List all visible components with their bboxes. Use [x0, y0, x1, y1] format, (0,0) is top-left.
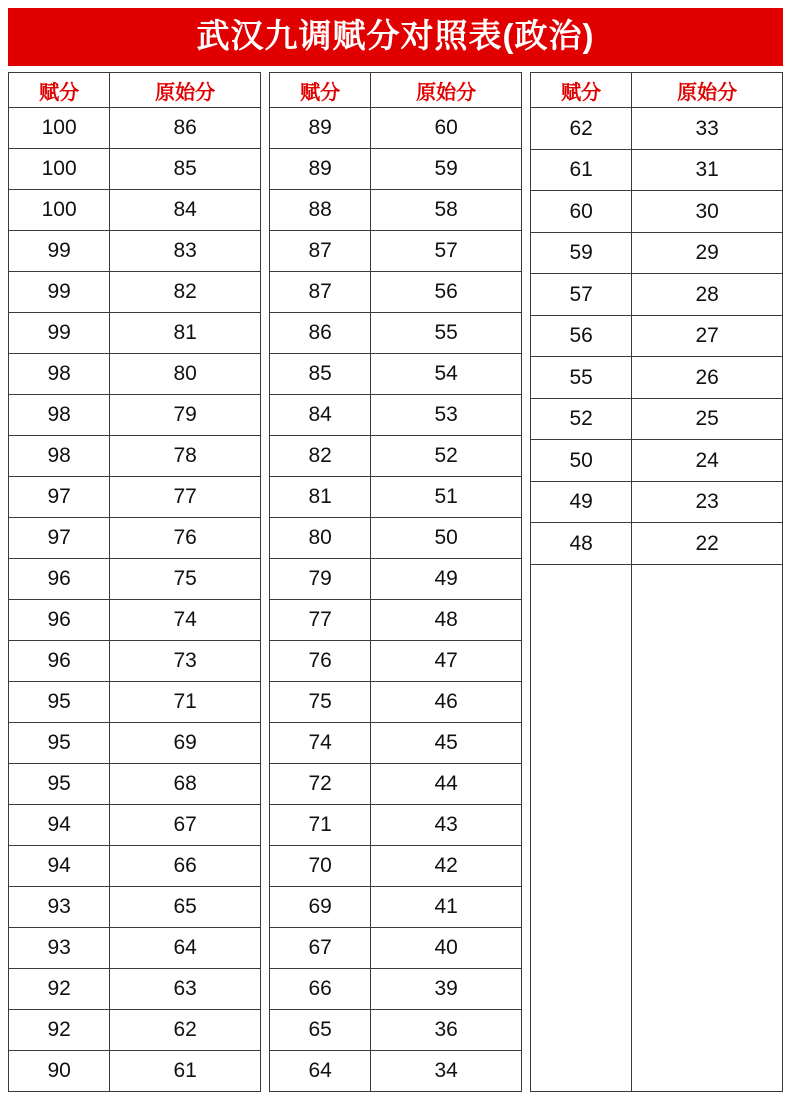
- table-row: [9, 764, 261, 805]
- cell-raw-score: 39: [371, 969, 522, 1010]
- cell-raw-score: 33: [632, 108, 783, 150]
- table-row: [531, 440, 783, 482]
- cell-assigned-score: 98: [9, 354, 110, 395]
- table-row-empty: [531, 605, 783, 645]
- table-row: [270, 764, 522, 805]
- cell-raw-score: 76: [110, 518, 261, 559]
- table-row: [270, 108, 522, 149]
- cell-assigned-score: 71: [270, 805, 371, 846]
- cell-assigned-score: 67: [270, 928, 371, 969]
- table-row: [9, 600, 261, 641]
- cell-raw-score: 24: [632, 440, 783, 482]
- cell-empty: [531, 970, 632, 1010]
- score-table-column-3: [530, 72, 783, 1092]
- cell-raw-score: 79: [110, 395, 261, 436]
- header-assigned-score: 赋分: [9, 73, 110, 108]
- table-row-empty: [531, 848, 783, 888]
- cell-assigned-score: 79: [270, 559, 371, 600]
- table-row: [9, 887, 261, 928]
- cell-assigned-score: 72: [270, 764, 371, 805]
- cell-assigned-score: 100: [9, 190, 110, 231]
- table-row: [270, 928, 522, 969]
- table-row-empty: [531, 646, 783, 686]
- cell-assigned-score: 94: [9, 805, 110, 846]
- cell-raw-score: 53: [371, 395, 522, 436]
- table-row: [270, 600, 522, 641]
- cell-raw-score: 84: [110, 190, 261, 231]
- table-row: [270, 723, 522, 764]
- cell-raw-score: 46: [371, 682, 522, 723]
- table-row-empty: [531, 564, 783, 605]
- cell-raw-score: 81: [110, 313, 261, 354]
- cell-empty: [632, 686, 783, 726]
- cell-empty: [632, 1010, 783, 1050]
- cell-raw-score: 47: [371, 641, 522, 682]
- table-row: [270, 190, 522, 231]
- table-row: [270, 149, 522, 190]
- header-assigned-score: 赋分: [531, 73, 632, 108]
- cell-raw-score: 45: [371, 723, 522, 764]
- table-row: [9, 682, 261, 723]
- cell-raw-score: 59: [371, 149, 522, 190]
- cell-raw-score: 57: [371, 231, 522, 272]
- cell-assigned-score: 88: [270, 190, 371, 231]
- tables-container: [8, 72, 783, 1092]
- table-row: [9, 395, 261, 436]
- cell-raw-score: 28: [632, 274, 783, 316]
- table-row-empty: [531, 970, 783, 1010]
- cell-empty: [531, 929, 632, 969]
- cell-assigned-score: 94: [9, 846, 110, 887]
- cell-assigned-score: 76: [270, 641, 371, 682]
- cell-raw-score: 61: [110, 1051, 261, 1092]
- cell-assigned-score: 100: [9, 108, 110, 149]
- table-header-row: [531, 73, 783, 108]
- cell-empty: [531, 889, 632, 929]
- cell-assigned-score: 92: [9, 969, 110, 1010]
- cell-assigned-score: 99: [9, 313, 110, 354]
- cell-assigned-score: 65: [270, 1010, 371, 1051]
- cell-raw-score: 62: [110, 1010, 261, 1051]
- cell-assigned-score: 59: [531, 232, 632, 274]
- cell-empty: [632, 1051, 783, 1092]
- cell-assigned-score: 87: [270, 231, 371, 272]
- cell-empty: [632, 727, 783, 767]
- header-assigned-score: 赋分: [270, 73, 371, 108]
- table-row: [9, 641, 261, 682]
- cell-raw-score: 42: [371, 846, 522, 887]
- cell-raw-score: 74: [110, 600, 261, 641]
- cell-assigned-score: 57: [531, 274, 632, 316]
- cell-empty: [632, 970, 783, 1010]
- table-row-empty: [531, 808, 783, 848]
- cell-assigned-score: 64: [270, 1051, 371, 1092]
- table-row: [270, 272, 522, 313]
- cell-assigned-score: 90: [9, 1051, 110, 1092]
- cell-assigned-score: 81: [270, 477, 371, 518]
- cell-raw-score: 51: [371, 477, 522, 518]
- cell-assigned-score: 86: [270, 313, 371, 354]
- cell-empty: [632, 646, 783, 686]
- table-row: [9, 354, 261, 395]
- cell-assigned-score: 100: [9, 149, 110, 190]
- cell-raw-score: 30: [632, 191, 783, 233]
- table-row: [531, 108, 783, 150]
- table-row-empty: [531, 1051, 783, 1092]
- table-row: [270, 641, 522, 682]
- cell-raw-score: 55: [371, 313, 522, 354]
- cell-assigned-score: 75: [270, 682, 371, 723]
- table-row: [270, 805, 522, 846]
- cell-empty: [531, 605, 632, 645]
- table-row: [9, 149, 261, 190]
- cell-assigned-score: 89: [270, 108, 371, 149]
- cell-raw-score: 64: [110, 928, 261, 969]
- table-row: [9, 477, 261, 518]
- cell-raw-score: 40: [371, 928, 522, 969]
- cell-assigned-score: 52: [531, 398, 632, 440]
- cell-assigned-score: 95: [9, 682, 110, 723]
- cell-empty: [531, 686, 632, 726]
- table-row: [270, 436, 522, 477]
- cell-assigned-score: 93: [9, 928, 110, 969]
- cell-assigned-score: 49: [531, 481, 632, 523]
- cell-empty: [632, 808, 783, 848]
- cell-raw-score: 29: [632, 232, 783, 274]
- cell-raw-score: 34: [371, 1051, 522, 1092]
- cell-assigned-score: 95: [9, 764, 110, 805]
- cell-assigned-score: 70: [270, 846, 371, 887]
- table-row: [9, 108, 261, 149]
- cell-assigned-score: 61: [531, 149, 632, 191]
- cell-empty: [632, 605, 783, 645]
- table-body-column-2: [270, 108, 522, 1092]
- table-row: [270, 1010, 522, 1051]
- cell-raw-score: 41: [371, 887, 522, 928]
- header-raw-score: 原始分: [371, 73, 522, 108]
- cell-raw-score: 63: [110, 969, 261, 1010]
- table-row: [531, 357, 783, 399]
- table-header-row: [270, 73, 522, 108]
- cell-empty: [531, 1051, 632, 1092]
- table-row: [531, 274, 783, 316]
- cell-raw-score: 44: [371, 764, 522, 805]
- cell-assigned-score: 92: [9, 1010, 110, 1051]
- cell-assigned-score: 96: [9, 600, 110, 641]
- cell-assigned-score: 98: [9, 436, 110, 477]
- cell-assigned-score: 95: [9, 723, 110, 764]
- table-row: [9, 518, 261, 559]
- cell-empty: [531, 727, 632, 767]
- table-body-column-1: [9, 108, 261, 1092]
- cell-raw-score: 71: [110, 682, 261, 723]
- table-row: [531, 398, 783, 440]
- table-row: [9, 436, 261, 477]
- cell-raw-score: 67: [110, 805, 261, 846]
- cell-raw-score: 52: [371, 436, 522, 477]
- cell-empty: [531, 767, 632, 807]
- cell-raw-score: 36: [371, 1010, 522, 1051]
- table-row-empty: [531, 1010, 783, 1050]
- cell-raw-score: 25: [632, 398, 783, 440]
- table-row: [270, 518, 522, 559]
- table-row: [531, 232, 783, 274]
- cell-empty: [531, 848, 632, 888]
- cell-raw-score: 23: [632, 481, 783, 523]
- cell-assigned-score: 66: [270, 969, 371, 1010]
- table-row-empty: [531, 686, 783, 726]
- cell-assigned-score: 84: [270, 395, 371, 436]
- cell-empty: [632, 848, 783, 888]
- cell-empty: [531, 808, 632, 848]
- cell-assigned-score: 74: [270, 723, 371, 764]
- cell-raw-score: 50: [371, 518, 522, 559]
- cell-raw-score: 68: [110, 764, 261, 805]
- table-row: [270, 887, 522, 928]
- table-row: [9, 928, 261, 969]
- cell-empty: [632, 767, 783, 807]
- cell-assigned-score: 87: [270, 272, 371, 313]
- cell-assigned-score: 99: [9, 231, 110, 272]
- cell-raw-score: 83: [110, 231, 261, 272]
- cell-assigned-score: 93: [9, 887, 110, 928]
- cell-assigned-score: 80: [270, 518, 371, 559]
- header-raw-score: 原始分: [110, 73, 261, 108]
- table-row: [9, 969, 261, 1010]
- table-body-column-3: [531, 108, 783, 1092]
- cell-empty: [632, 929, 783, 969]
- cell-assigned-score: 99: [9, 272, 110, 313]
- table-row-empty: [531, 929, 783, 969]
- cell-assigned-score: 62: [531, 108, 632, 150]
- table-row: [9, 559, 261, 600]
- table-row: [270, 231, 522, 272]
- cell-raw-score: 27: [632, 315, 783, 357]
- table-row-empty: [531, 889, 783, 929]
- table-row: [9, 313, 261, 354]
- cell-raw-score: 43: [371, 805, 522, 846]
- cell-assigned-score: 48: [531, 523, 632, 565]
- cell-assigned-score: 96: [9, 641, 110, 682]
- cell-raw-score: 49: [371, 559, 522, 600]
- table-row: [270, 313, 522, 354]
- table-row: [531, 315, 783, 357]
- table-row: [9, 190, 261, 231]
- cell-assigned-score: 97: [9, 477, 110, 518]
- table-row: [9, 272, 261, 313]
- cell-assigned-score: 97: [9, 518, 110, 559]
- table-row: [9, 231, 261, 272]
- table-row: [9, 846, 261, 887]
- cell-assigned-score: 77: [270, 600, 371, 641]
- table-row: [270, 969, 522, 1010]
- cell-raw-score: 80: [110, 354, 261, 395]
- table-row: [270, 846, 522, 887]
- cell-assigned-score: 56: [531, 315, 632, 357]
- table-row: [531, 149, 783, 191]
- cell-raw-score: 69: [110, 723, 261, 764]
- table-header-row: [9, 73, 261, 108]
- cell-assigned-score: 50: [531, 440, 632, 482]
- cell-raw-score: 85: [110, 149, 261, 190]
- cell-raw-score: 65: [110, 887, 261, 928]
- cell-assigned-score: 69: [270, 887, 371, 928]
- table-row: [531, 523, 783, 565]
- cell-assigned-score: 98: [9, 395, 110, 436]
- score-table-column-2: [269, 72, 522, 1092]
- cell-raw-score: 73: [110, 641, 261, 682]
- cell-raw-score: 60: [371, 108, 522, 149]
- table-row: [270, 559, 522, 600]
- cell-assigned-score: 85: [270, 354, 371, 395]
- cell-raw-score: 82: [110, 272, 261, 313]
- cell-empty: [531, 564, 632, 605]
- cell-raw-score: 86: [110, 108, 261, 149]
- cell-raw-score: 77: [110, 477, 261, 518]
- cell-raw-score: 26: [632, 357, 783, 399]
- cell-empty: [531, 646, 632, 686]
- cell-raw-score: 48: [371, 600, 522, 641]
- cell-raw-score: 58: [371, 190, 522, 231]
- cell-raw-score: 66: [110, 846, 261, 887]
- header-raw-score: 原始分: [632, 73, 783, 108]
- page-title: 武汉九调赋分对照表(政治): [8, 8, 783, 66]
- table-row: [9, 723, 261, 764]
- table-row: [270, 354, 522, 395]
- table-row: [531, 191, 783, 233]
- cell-assigned-score: 89: [270, 149, 371, 190]
- table-row: [270, 477, 522, 518]
- cell-empty: [632, 889, 783, 929]
- table-row: [9, 805, 261, 846]
- table-row: [9, 1051, 261, 1092]
- cell-raw-score: 56: [371, 272, 522, 313]
- cell-raw-score: 22: [632, 523, 783, 565]
- cell-assigned-score: 55: [531, 357, 632, 399]
- table-row: [270, 1051, 522, 1092]
- table-row: [531, 481, 783, 523]
- table-row-empty: [531, 727, 783, 767]
- table-row: [270, 682, 522, 723]
- cell-empty: [531, 1010, 632, 1050]
- cell-assigned-score: 60: [531, 191, 632, 233]
- cell-assigned-score: 96: [9, 559, 110, 600]
- cell-raw-score: 31: [632, 149, 783, 191]
- cell-raw-score: 75: [110, 559, 261, 600]
- cell-raw-score: 54: [371, 354, 522, 395]
- cell-assigned-score: 82: [270, 436, 371, 477]
- cell-raw-score: 78: [110, 436, 261, 477]
- score-table-column-1: [8, 72, 261, 1092]
- table-row: [9, 1010, 261, 1051]
- cell-empty: [632, 564, 783, 605]
- table-row-empty: [531, 767, 783, 807]
- table-row: [270, 395, 522, 436]
